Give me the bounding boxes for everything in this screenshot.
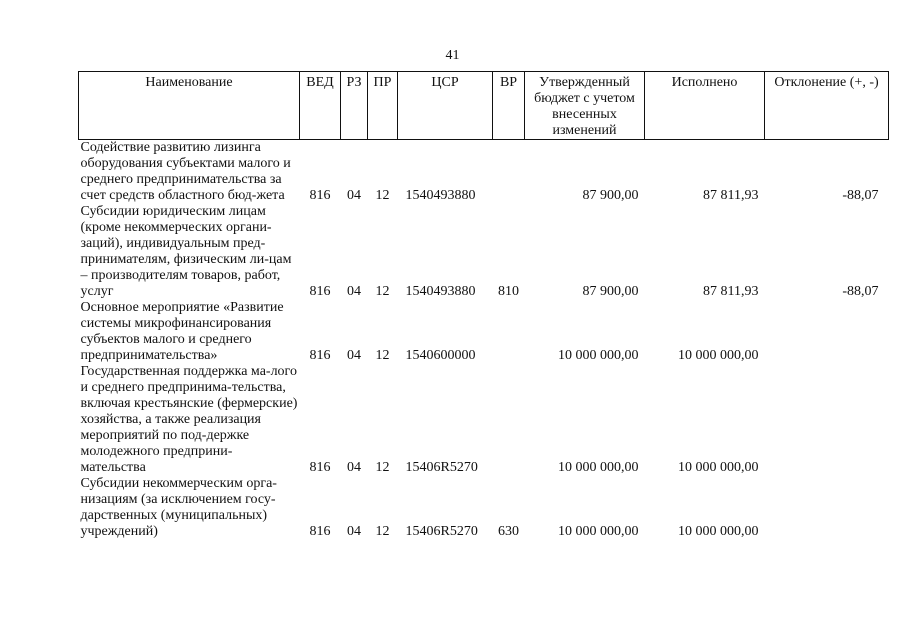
row-approved: 87 900,00 [582, 188, 639, 203]
row-ved: 816 [309, 284, 331, 299]
row-approved: 10 000 000,00 [558, 348, 639, 363]
row-name: Субсидии некоммерческим орга-низациям (за исключением госу-дарственных (муниципальных) учреждений) [80, 476, 277, 539]
row-deviation: -88,07 [842, 188, 879, 203]
page-number: 41 [445, 48, 460, 63]
table-row [79, 140, 889, 205]
row-executed: 87 811,93 [703, 284, 759, 299]
row-vr [493, 364, 525, 476]
row-approved: 87 900,00 [582, 284, 639, 299]
header-row [79, 72, 889, 140]
row-pr: 12 [375, 460, 390, 475]
row-approved: 10 000 000,00 [558, 524, 639, 539]
row-rz: 04 [347, 524, 361, 539]
header-vr: ВР [493, 72, 525, 140]
row-executed: 10 000 000,00 [678, 460, 759, 475]
header-ved: ВЕД [300, 72, 341, 140]
row-pr: 12 [375, 284, 390, 299]
row-csr: 1540493880 [405, 188, 476, 203]
row-approved: 10 000 000,00 [558, 460, 639, 475]
budget-table [78, 71, 889, 540]
table-row [79, 476, 889, 540]
header-pr: ПР [368, 72, 398, 140]
row-rz: 04 [347, 460, 361, 475]
row-deviation [765, 364, 889, 476]
row-rz: 04 [347, 348, 361, 363]
row-vr [493, 140, 525, 205]
row-rz: 04 [347, 284, 361, 299]
row-ved: 816 [309, 460, 331, 475]
table-row [79, 364, 889, 476]
table-body [79, 140, 889, 541]
table-header [79, 72, 889, 140]
header-approved: Утвержденный бюджет с учетом внесенных изменений [525, 72, 645, 140]
row-executed: 87 811,93 [703, 188, 759, 203]
row-vr: 810 [498, 284, 519, 299]
row-name: Основное мероприятие «Развитие системы микрофинансирования субъектов малого и среднего предпринимательства» [80, 300, 284, 363]
header-csr: ЦСР [398, 72, 493, 140]
row-rz: 04 [347, 188, 361, 203]
header-rz: РЗ [341, 72, 368, 140]
row-pr: 12 [375, 524, 390, 539]
row-deviation [765, 300, 889, 364]
row-ved: 816 [309, 188, 331, 203]
row-csr: 1540600000 [405, 348, 476, 363]
header-deviation: Отклонение (+, -) [765, 72, 889, 140]
row-pr: 12 [375, 188, 390, 203]
row-vr: 630 [498, 524, 519, 539]
row-executed: 10 000 000,00 [678, 524, 759, 539]
header-name: Наименование [79, 72, 300, 140]
row-csr: 15406R5270 [405, 524, 478, 539]
row-name: Содействие развитию лизинга оборудования субъектами малого и среднего предпринимательства за счет средств областного бюд-жета [80, 140, 291, 203]
table-row [79, 204, 889, 300]
row-ved: 816 [309, 348, 331, 363]
row-name: Субсидии юридическим лицам (кроме некоммерческих органи-заций), индивидуальным пред-принимателям, физическим ли-цам – производителям товаров, работ, услуг [80, 204, 292, 299]
row-name: Государственная поддержка ма-лого и среднего предпринима-тельства, включая крестьянские (фермерские) хозяйства, а также реализация мероприятий по под-держке молодежного предприни-мательства [80, 364, 298, 475]
row-vr [493, 300, 525, 364]
row-deviation [765, 476, 889, 540]
row-deviation: -88,07 [842, 284, 879, 299]
row-pr: 12 [375, 348, 390, 363]
row-csr: 1540493880 [405, 284, 476, 299]
row-executed: 10 000 000,00 [678, 348, 759, 363]
row-csr: 15406R5270 [405, 460, 478, 475]
header-executed: Исполнено [645, 72, 765, 140]
table-row [79, 300, 889, 364]
row-ved: 816 [309, 524, 331, 539]
